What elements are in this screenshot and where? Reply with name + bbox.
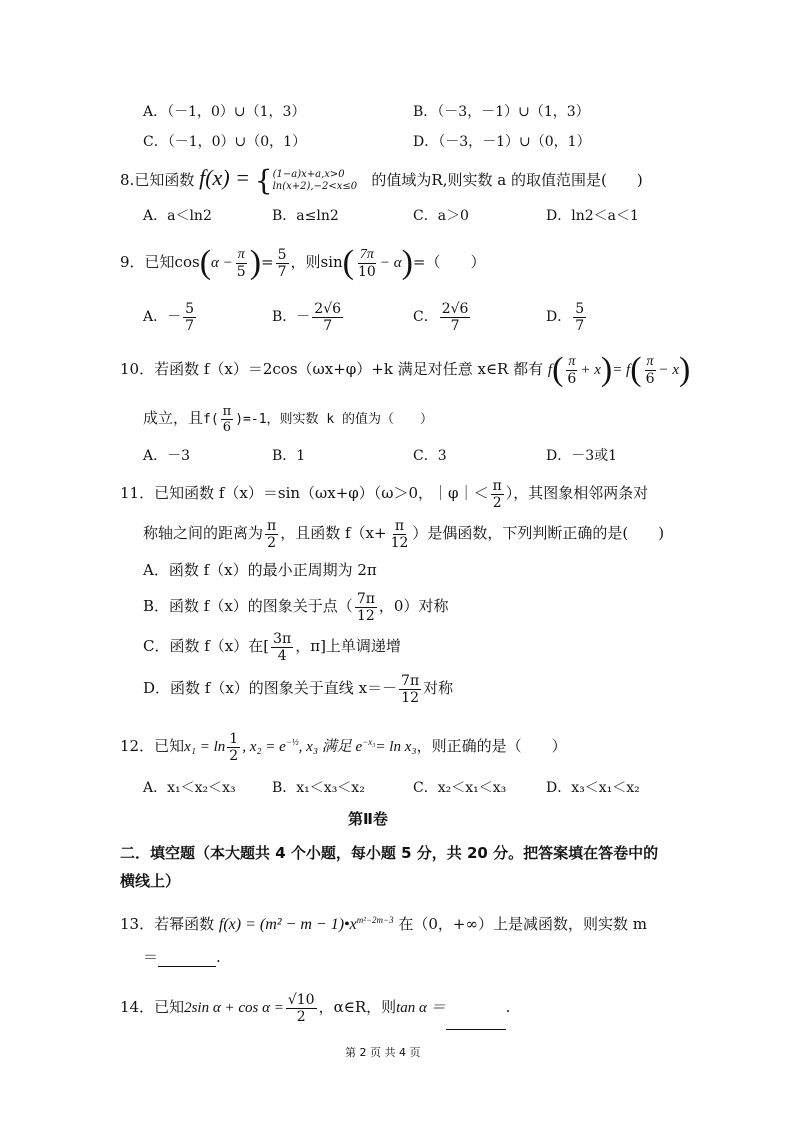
q8-option-c: C．a＞0 (413, 208, 469, 224)
q10-option-c: C．3 (413, 448, 447, 464)
q10-option-d: D．－3或1 (546, 448, 618, 464)
q9-option-b: B．－ $\frac{2√6}{7}$ (272, 300, 342, 334)
q8-option-b: B．a≤ln2 (272, 208, 339, 224)
page-footer: 第 2 页 共 4 页 (345, 1046, 421, 1059)
q7-option-b: B．（－3，－1）∪（1，3） (413, 104, 590, 120)
q10-option-a: A．－3 (143, 448, 191, 464)
q10-stem-line1: 10．若函数 f（x）＝2cos（ωx+φ）+k 满足对任意 x∈R 都有 f( $\frac{\pi}{6}$ + x)= f( $\frac{\pi}{6}$ − x) (120, 351, 691, 388)
q11-stem-line1: 11．已知函数 f（x）＝sin（ωx+φ）（ω＞0，｜φ｜＜ $\frac{\pi}{2}$ ），其图象相邻两条对 (120, 477, 649, 511)
q9-option-c: C． $\frac{2√6}{7}$ (413, 300, 469, 334)
q13-stem-line1: 13．若幂函数 $f(x) = (m^2 - m - 1)•x^{m^2-2m-3}$ 在（0，+∞）上是减函数，则实数 m (120, 915, 647, 933)
q14-stem: 14．已知2sin α + cos α = $\frac{√10}{2}$ ，α∈R，则tan α ＝ . (120, 985, 510, 1030)
q9-stem: 9．已知cos(α − $\frac{\pi}{5}$ )= $\frac{5}{7}$ ，则sin( $\frac{7\pi}{10}$ − α)=（ ） (120, 244, 486, 281)
q13-answer-blank (158, 946, 216, 967)
q12-option-b: B．x₁＜x₃＜x₂ (272, 780, 365, 796)
brace-icon: { (254, 164, 273, 197)
q8-piecewise: (1−a)x+a,x>0 ln(x+2),−2<x≤0 (272, 169, 358, 192)
q9-option-d: D． $\frac{5}{7}$ (546, 300, 585, 334)
fill-heading-line1: 二．填空题（本大题共 4 个小题，每小题 5 分，共 20 分。把答案填在答卷中的 (120, 844, 659, 862)
q10-option-b: B．1 (272, 448, 306, 464)
q11-stem-line2: 称轴之间的距离为 $\frac{\pi}{2}$ ，且函数 f（x+ $\frac{\pi}{12}$ ）是偶函数，下列判断正确的是( ) (143, 517, 665, 551)
q7-option-a: A．（－1，0）∪（1，3） (143, 104, 306, 120)
q8-option-a: A．a＜ln2 (143, 208, 212, 224)
fill-heading-line2: 横线上） (120, 872, 181, 890)
q12-option-c: C．x₂＜x₁＜x₃ (413, 780, 507, 796)
q8-stem: 8.已知函数 f(x) = {(1−a)x+a,x>0 ln(x+2),−2<x≤0 的值域为R,则实数 a 的取值范围是( ) (120, 164, 643, 197)
q12-option-d: D．x₃＜x₁＜x₂ (546, 780, 640, 796)
q9-option-a: A．－ $\frac{5}{7}$ (143, 300, 195, 334)
section-title: 第Ⅱ卷 (348, 810, 388, 828)
q12-stem: 12．已知x₁ = ln $\frac{1}{2}$ , $x_2 = e^{-\frac{1}{2}}$, x₃ 满足 $e^{-x_3}= \ln x_3$，则正确的是（ ） (120, 730, 567, 764)
q11-option-c: C．函数 f（x）在[ $\frac{3\pi}{4}$ ，π]上单调递增 (143, 630, 401, 664)
q12-option-a: A．x₁＜x₂＜x₃ (143, 780, 236, 796)
q8-option-d: D．ln2＜a＜1 (546, 208, 639, 224)
q8-function: f(x) = (199, 165, 250, 190)
q7-option-c: C．（－1，0）∪（0，1） (143, 134, 307, 150)
q11-option-a: A．函数 f（x）的最小正周期为 2π (143, 561, 377, 579)
q14-answer-blank (446, 985, 506, 1030)
q10-stem-line2: 成立，且f( $\frac{\pi}{6}$ )=-1，则实数 k 的值为（ ） (143, 403, 434, 435)
q11-option-d: D．函数 f（x）的图象关于直线 x＝－ $\frac{7\pi}{12}$ 对称 (143, 672, 454, 706)
q13-stem-line2: ＝ . (143, 948, 221, 966)
q7-option-d: D．（－3，－1）∪（0，1） (413, 134, 591, 150)
q11-option-b: B．函数 f（x）的图象关于点（ $\frac{7\pi}{12}$ ，0）对称 (143, 590, 449, 624)
